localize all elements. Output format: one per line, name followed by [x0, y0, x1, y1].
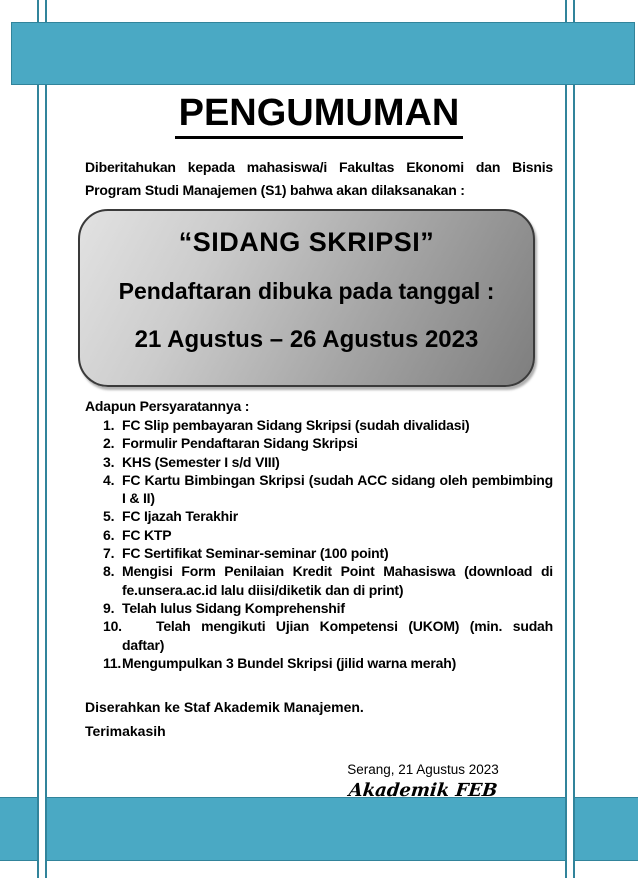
- signature-name: Akademik FEB: [347, 780, 499, 802]
- item-number: 10.: [103, 618, 122, 635]
- item-number: 6.: [103, 526, 115, 543]
- list-item: [85, 471, 553, 508]
- title-wrap: [85, 93, 553, 139]
- requirements-list: [85, 416, 553, 672]
- bottom-accent-bar: [0, 797, 638, 861]
- list-item: [85, 434, 553, 452]
- item-text: KHS (Semester I s/d VIII): [122, 453, 280, 470]
- box-subtitle: Pendaftaran dibuka pada tanggal :: [118, 278, 495, 304]
- item-text: FC KTP: [122, 526, 172, 543]
- box-dates: 21 Agustus – 26 Agustus 2023: [134, 326, 479, 353]
- list-item: [85, 544, 553, 562]
- item-text: FC Ijazah Terakhir: [122, 508, 238, 525]
- left-border-line: [37, 0, 47, 878]
- closing-line-2: Terimakasih: [85, 723, 166, 740]
- highlight-box: [78, 209, 535, 387]
- item-number: 11.: [103, 654, 122, 671]
- list-item: [85, 654, 553, 672]
- item-number: 9.: [103, 599, 115, 616]
- signature-block: [338, 761, 508, 803]
- signature-place-date: Serang, 21 Agustus 2023: [347, 762, 499, 778]
- item-number: 8.: [103, 563, 115, 580]
- list-item: [85, 617, 553, 654]
- box-title: “SIDANG SKRIPSI”: [178, 227, 435, 257]
- right-border-line: [565, 0, 575, 878]
- top-accent-bar: [11, 22, 635, 85]
- page-title: PENGUMUMAN: [175, 93, 464, 139]
- item-text: FC Kartu Bimbingan Skripsi (sudah ACC sidang oleh pembimbing I & II): [122, 471, 553, 507]
- list-item: [85, 416, 553, 434]
- item-number: 4.: [103, 471, 115, 488]
- item-text: FC Sertifikat Seminar-seminar (100 point): [122, 545, 389, 562]
- item-text: FC Slip pembayaran Sidang Skripsi (sudah divalidasi): [122, 417, 470, 433]
- closing-line-1: Diserahkan ke Staf Akademik Manajemen.: [85, 699, 364, 716]
- item-number: 7.: [103, 545, 115, 562]
- item-text: Telah mengikuti Ujian Kompetensi (UKOM) (min. sudah daftar): [122, 618, 553, 653]
- item-text: Telah lulus Sidang Komprehenshif: [122, 599, 345, 616]
- item-text: Mengisi Form Penilaian Kredit Point Mahasiswa (download di fe.unsera.ac.id lalu diisi/diketik dan di print): [122, 563, 553, 598]
- item-text: Mengumpulkan 3 Bundel Skripsi (jilid warna merah): [122, 654, 457, 671]
- document-content: [85, 93, 553, 803]
- item-text: Formulir Pendaftaran Sidang Skripsi: [122, 435, 358, 452]
- item-number: 1.: [103, 417, 115, 433]
- intro-paragraph: Diberitahukan kepada mahasiswa/i Fakultas Ekonomi dan Bisnis Program Studi Manajemen (S1) bahwa akan dilaksanakan :: [85, 159, 553, 198]
- list-item: [85, 526, 553, 544]
- list-item: [85, 507, 553, 525]
- requirements-heading: Adapun Persyaratannya :: [85, 398, 250, 414]
- item-number: 2.: [103, 435, 115, 452]
- list-item: [85, 453, 553, 471]
- list-item: [85, 562, 553, 599]
- item-number: 3.: [103, 453, 115, 470]
- list-item: [85, 599, 553, 617]
- item-number: 5.: [103, 508, 115, 525]
